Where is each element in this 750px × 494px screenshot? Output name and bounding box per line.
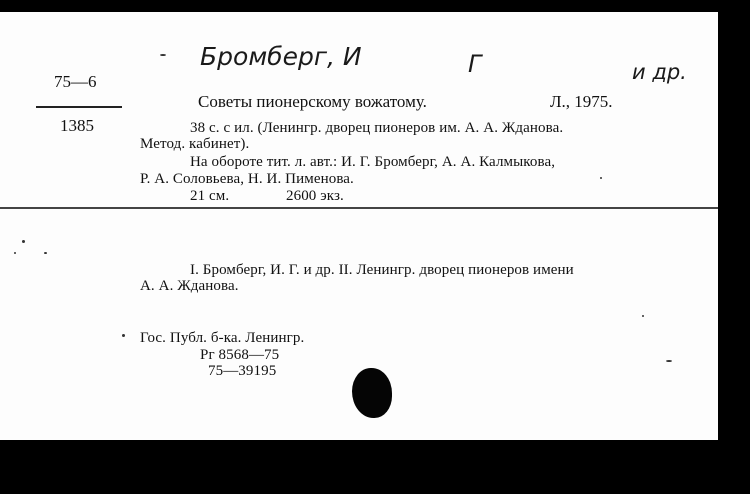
call-number-divider: [36, 106, 122, 108]
tracing-line-2: А. А. Жданова.: [140, 278, 239, 294]
holding-code-1: Рг 8568—75: [200, 347, 280, 363]
scan-speck: [160, 54, 166, 56]
tracing-line-1: I. Бромберг, И. Г. и др. II. Ленингр. дворец пионеров имени: [190, 262, 574, 278]
call-number-bottom: 1385: [60, 116, 94, 135]
description-line-1: 38 с. с ил. (Ленингр. дворец пионеров им. А. А. Жданова.: [190, 120, 564, 136]
scan-speck: [600, 177, 602, 179]
scan-speck: [44, 252, 47, 254]
description-line-4: Р. А. Соловьева, Н. И. Пименова.: [140, 171, 354, 187]
ink-blot: [352, 368, 392, 418]
scan-fold-line: [0, 207, 718, 209]
scan-speck: [122, 334, 125, 337]
call-number-top: 75—6: [54, 72, 97, 91]
handwritten-author-name: Бромберг, И: [200, 42, 362, 71]
book-title: Советы пионерскому вожатому.: [198, 92, 427, 111]
scan-speck: [14, 252, 16, 254]
description-line-3: На обороте тит. л. авт.: И. Г. Бромберг, А. А. Калмыкова,: [190, 154, 556, 170]
handwritten-et-al: и др.: [632, 60, 687, 84]
scan-speck: [666, 360, 672, 362]
place-and-year: Л., 1975.: [550, 92, 613, 111]
scan-speck: [22, 240, 25, 243]
description-size: 21 см.: [190, 188, 230, 204]
handwritten-author-initial: Г: [468, 50, 482, 78]
description-line-2: Метод. кабинет).: [140, 136, 250, 152]
description-copies: 2600 экз.: [286, 188, 344, 204]
holding-library: Гос. Публ. б-ка. Ленингр.: [140, 330, 305, 346]
catalog-card: [0, 12, 718, 440]
holding-code-2: 75—39195: [208, 363, 277, 379]
scan-speck: [642, 315, 644, 317]
